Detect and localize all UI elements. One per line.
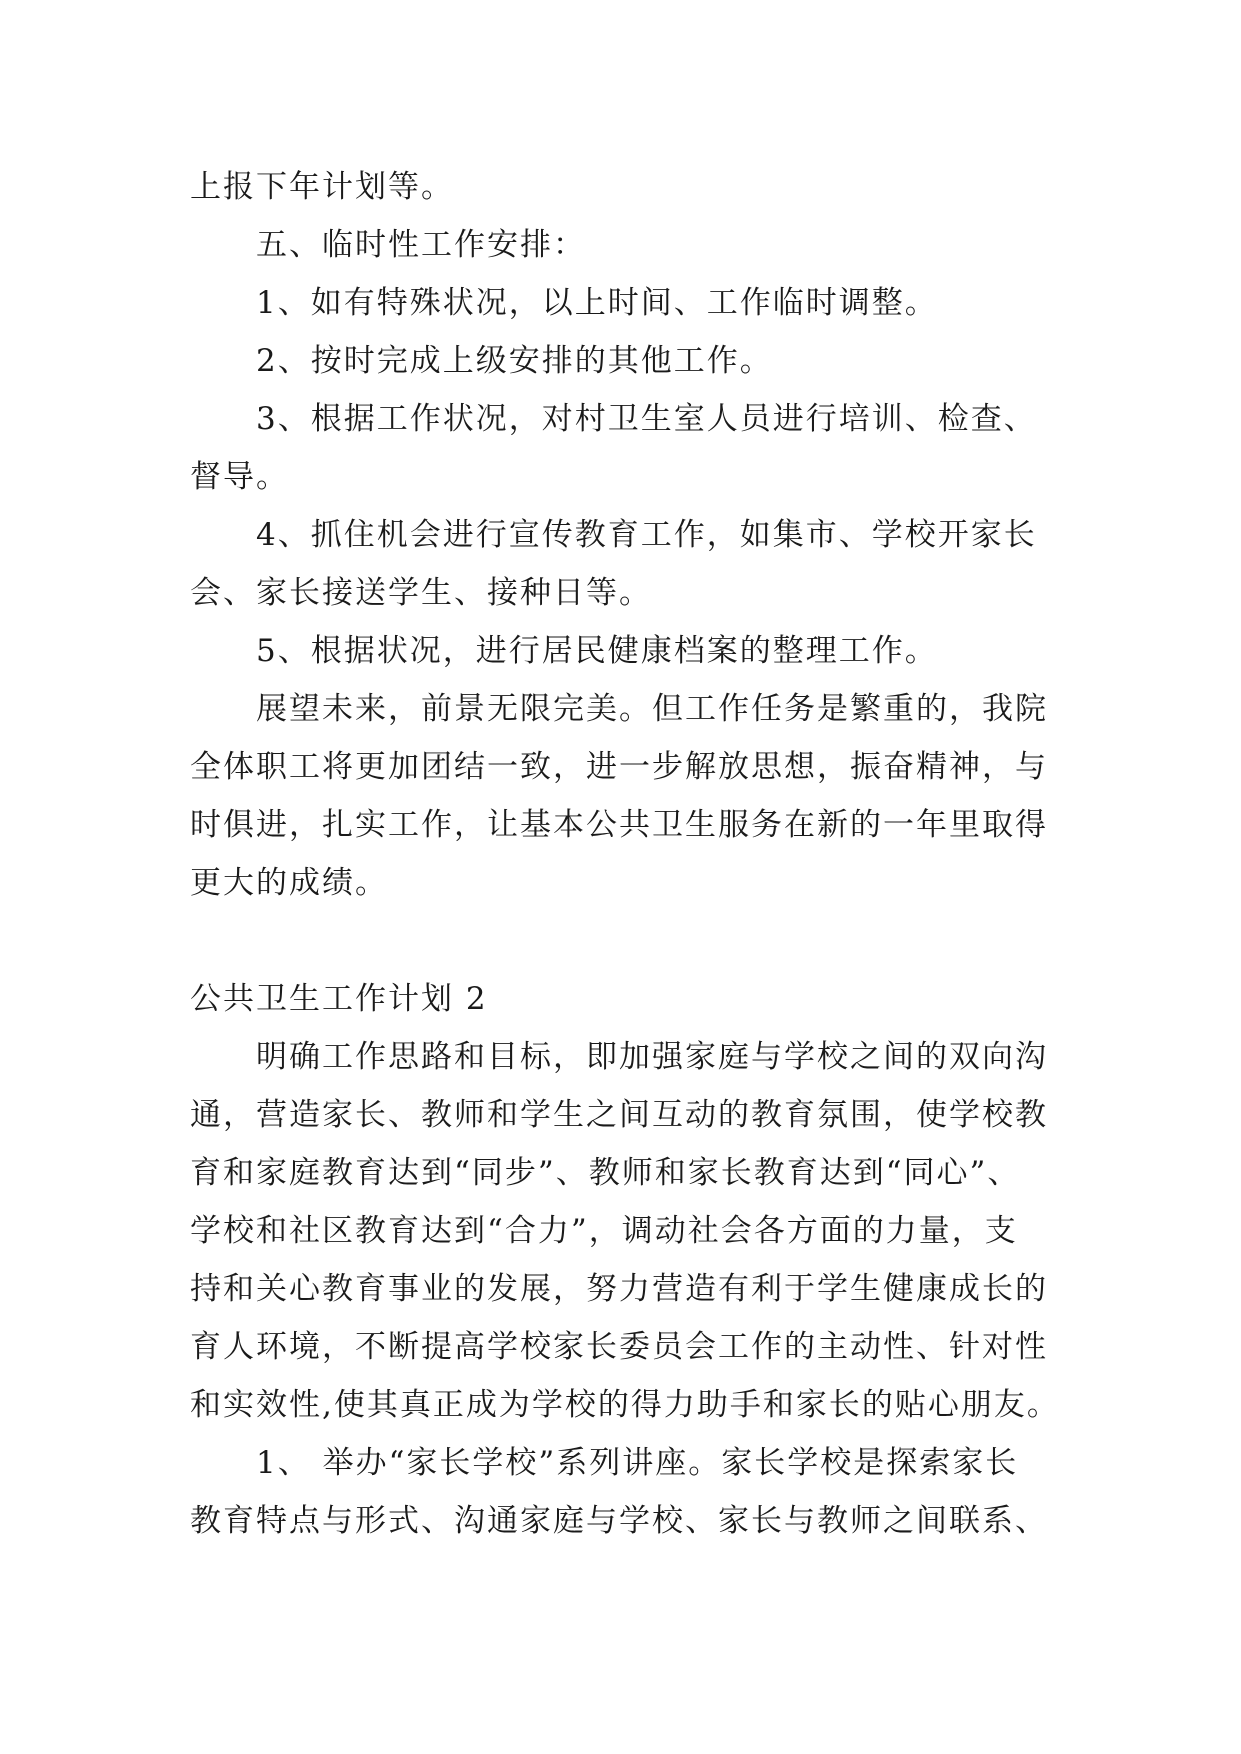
paragraph-block-plan-1-end [190, 158, 1070, 912]
text-line: 育人环境，不断提高学校家长委员会工作的主动性、针对性 [190, 1329, 1048, 1365]
section-gap [190, 912, 1070, 970]
text-line: 1、 举办“家长学校”系列讲座。家长学校是探索家长 [256, 1445, 1019, 1481]
document-body [190, 158, 1070, 1550]
section-title: 公共卫生工作计划 2 [190, 981, 488, 1017]
text-line: 教育特点与形式、沟通家庭与学校、家长与教师之间联系、 [190, 1503, 1048, 1539]
text-line: 1、如有特殊状况，以上时间、工作临时调整。 [256, 285, 938, 321]
text-line: 会、家长接送学生、接种日等。 [190, 575, 652, 611]
text-line: 五、临时性工作安排： [256, 227, 586, 263]
text-line: 更大的成绩。 [190, 865, 388, 901]
text-line: 3、根据工作状况，对村卫生室人员进行培训、检查、 [256, 401, 1037, 437]
text-line: 5、根据状况，进行居民健康档案的整理工作。 [256, 633, 938, 669]
text-line: 4、抓住机会进行宣传教育工作，如集市、学校开家长 [256, 517, 1037, 553]
text-line: 时俱进，扎实工作，让基本公共卫生服务在新的一年里取得 [190, 807, 1048, 843]
text-line: 上报下年计划等。 [190, 169, 454, 205]
text-line: 明确工作思路和目标，即加强家庭与学校之间的双向沟 [256, 1039, 1048, 1075]
text-line: 通，营造家长、教师和学生之间互动的教育氛围，使学校教 [190, 1097, 1048, 1133]
text-line: 和实效性,使其真正成为学校的得力助手和家长的贴心朋友。 [190, 1387, 1060, 1423]
text-line: 督导。 [190, 459, 289, 495]
text-line: 全体职工将更加团结一致，进一步解放思想，振奋精神，与 [190, 749, 1048, 785]
text-line: 学校和社区教育达到“合力”，调动社会各方面的力量，支 [190, 1213, 1018, 1249]
text-line: 持和关心教育事业的发展，努力营造有利于学生健康成长的 [190, 1271, 1048, 1307]
text-line: 2、按时完成上级安排的其他工作。 [256, 343, 773, 379]
text-line: 育和家庭教育达到“同步”、教师和家长教育达到“同心”、 [190, 1155, 1021, 1191]
paragraph-block-plan-2 [190, 1028, 1070, 1550]
text-line: 展望未来，前景无限完美。但工作任务是繁重的，我院 [256, 691, 1048, 727]
